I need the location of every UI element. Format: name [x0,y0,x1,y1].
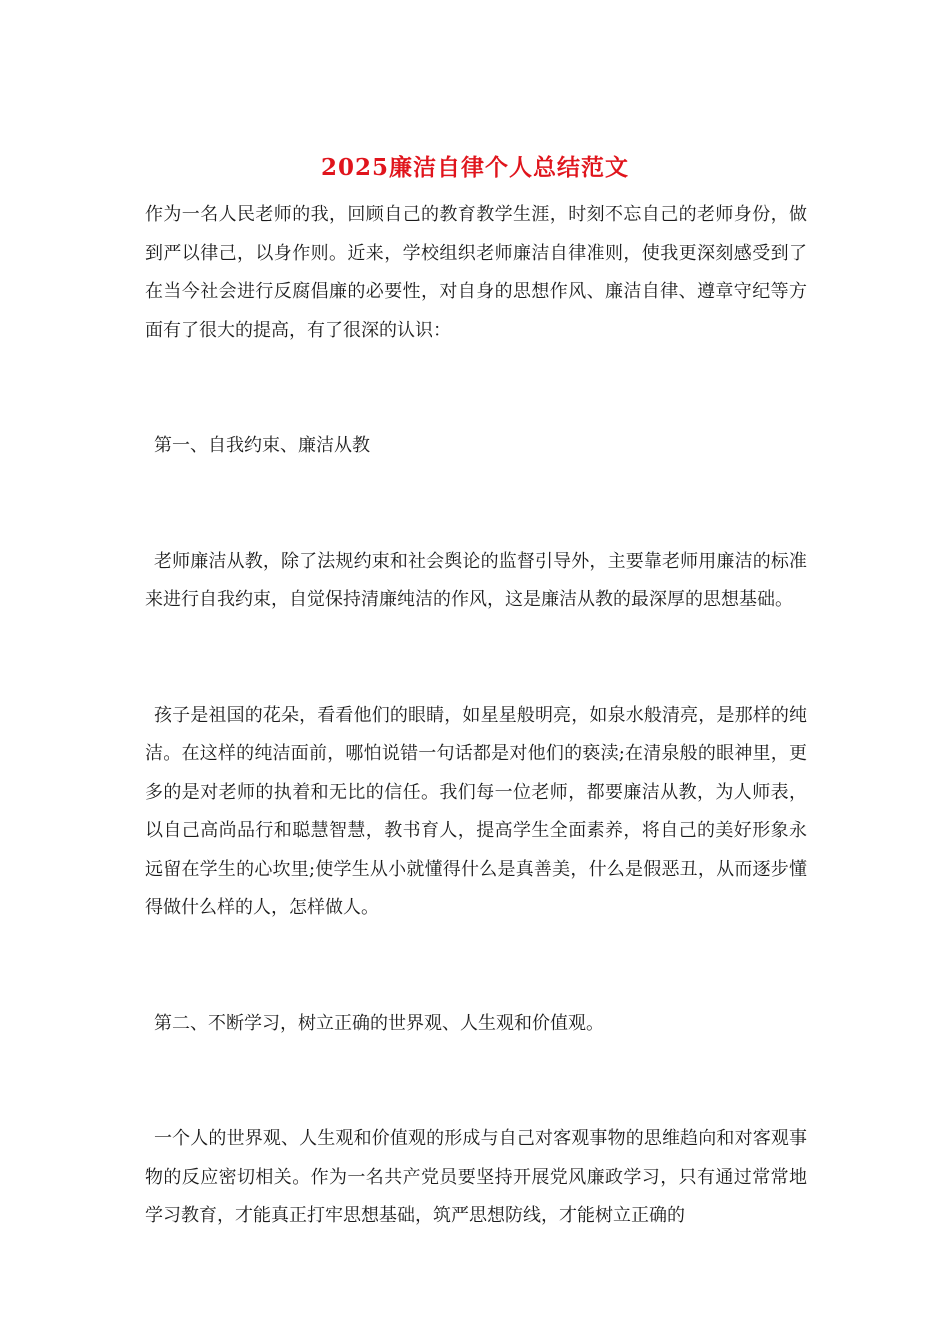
paragraph-intro: 作为一名人民老师的我，回顾自己的教育教学生涯，时刻不忘自己的老师身份，做到严以律己，以身作则。近来，学校组织老师廉洁自律准则，使我更深刻感受到了在当今社会进行反腐倡廉的必要性，对自身的思想作风、廉洁自律、遵章守纪等方面有了很大的提高，有了很深的认识： [145,204,807,341]
section-heading-1: 第一、自我约束、廉洁从教 [154,435,370,456]
document-body [145,196,807,1236]
paragraph-self-discipline: 老师廉洁从教，除了法规约束和社会舆论的监督引导外，主要靠老师用廉洁的标准来进行自我约束，自觉保持清廉纯洁的作风，这是廉洁从教的最深厚的思想基础。 [145,550,807,610]
paragraph-worldview: 一个人的世界观、人生观和价值观的形成与自己对客观事物的思维趋向和对客观事物的反应密切相关。作为一名共产党员要坚持开展党风廉政学习，只有通过常常地学习教育，才能真正打牢思想基础，筑严思想防线，才能树立正确的 [145,1128,807,1226]
paragraph-children: 孩子是祖国的花朵，看看他们的眼睛，如星星般明亮，如泉水般清亮，是那样的纯洁。在这样的纯洁面前，哪怕说错一句话都是对他们的亵渎;在清泉般的眼神里，更多的是对老师的执着和无比的信任。我们每一位老师，都要廉洁从教，为人师表，以自己高尚品行和聪慧智慧，教书育人，提高学生全面素养，将自己的美好形象永远留在学生的心坎里;使学生从小就懂得什么是真善美，什么是假恶丑，从而逐步懂得做什么样的人，怎样做人。 [145,704,807,918]
document-title: 2025廉洁自律个人总结范文 [320,154,629,181]
section-heading-2: 第二、不断学习，树立正确的世界观、人生观和价值观。 [154,1012,604,1034]
